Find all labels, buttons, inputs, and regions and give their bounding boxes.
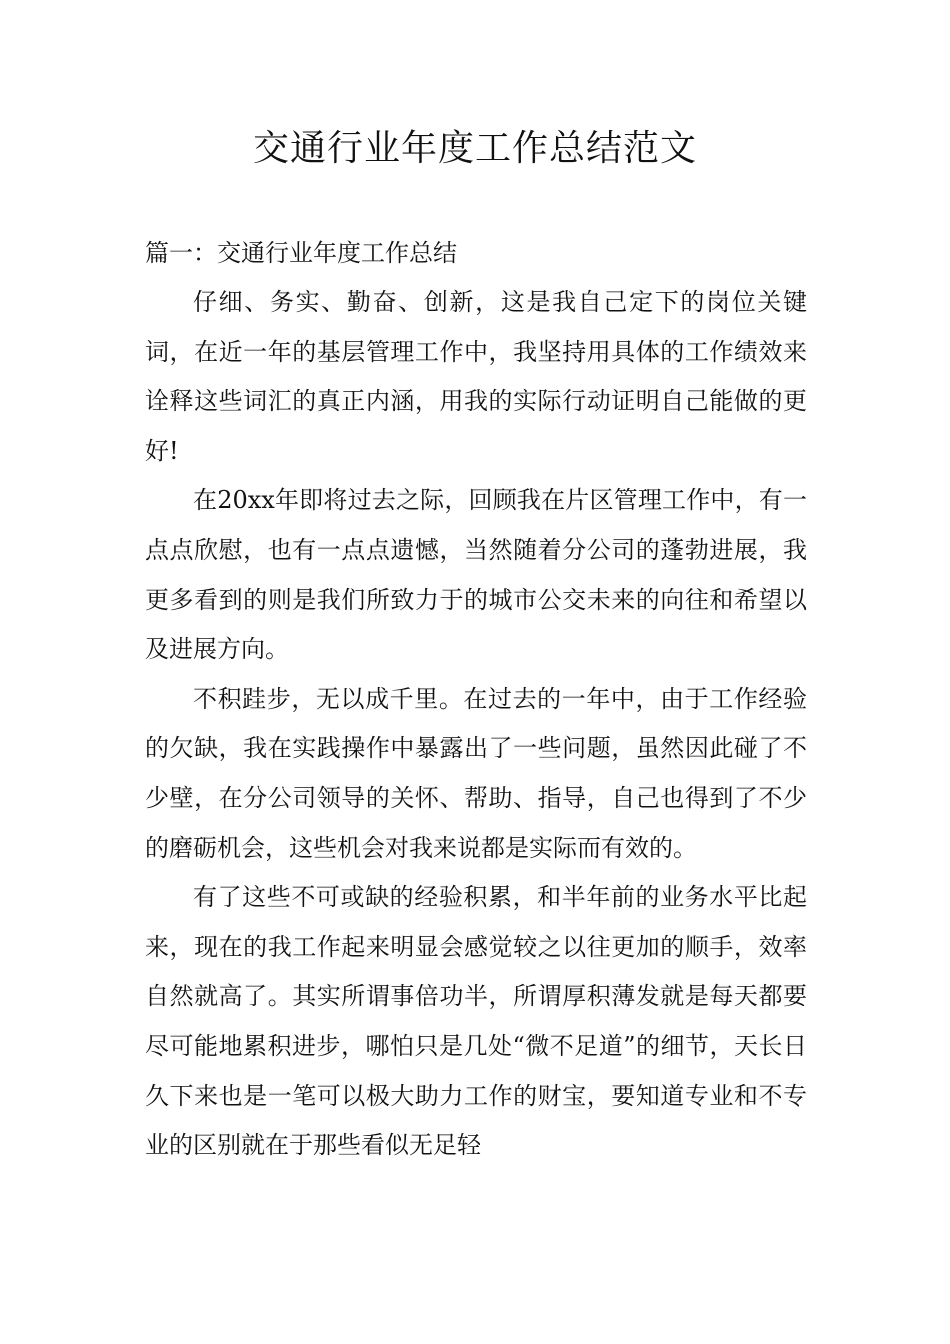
section-heading: 篇一：交通行业年度工作总结 <box>145 239 457 267</box>
paragraph-1: 仔细、务实、勤奋、创新，这是我自己定下的岗位关键词，在近一年的基层管理工作中，我坚持用具体的工作绩效来诠释这些词汇的真正内涵，用我的实际行动证明自己能做的更好! <box>145 288 807 465</box>
paragraph-4: 有了这些不可或缺的经验积累，和半年前的业务水平比起来，现在的我工作起来明显会感觉较之以往更加的顺手，效率自然就高了。其实所谓事倍功半，所谓厚积薄发就是每天都要尽可能地累积进步，哪怕只是几处“微不足道”的细节，天长日久下来也是一笔可以极大助力工作的财宝，要知道专业和不专业的区别就在于那些看似无足轻 <box>145 883 807 1160</box>
document-title: 交通行业年度工作总结范文 <box>252 128 697 169</box>
paragraph-2: 在20xx年即将过去之际，回顾我在片区管理工作中，有一点点欣慰，也有一点点遗憾，当然随着分公司的蓬勃进展，我更多看到的则是我们所致力于的城市公交未来的向往和希望以及进展方向。 <box>145 486 807 664</box>
document-body <box>145 228 807 1171</box>
paragraph-3: 不积跬步，无以成千里。在过去的一年中，由于工作经验的欠缺，我在实践操作中暴露出了一些问题，虽然因此碰了不少壁，在分公司领导的关怀、帮助、指导，自己也得到了不少的磨砺机会，这些机会对我来说都是实际而有效的。 <box>145 684 807 862</box>
